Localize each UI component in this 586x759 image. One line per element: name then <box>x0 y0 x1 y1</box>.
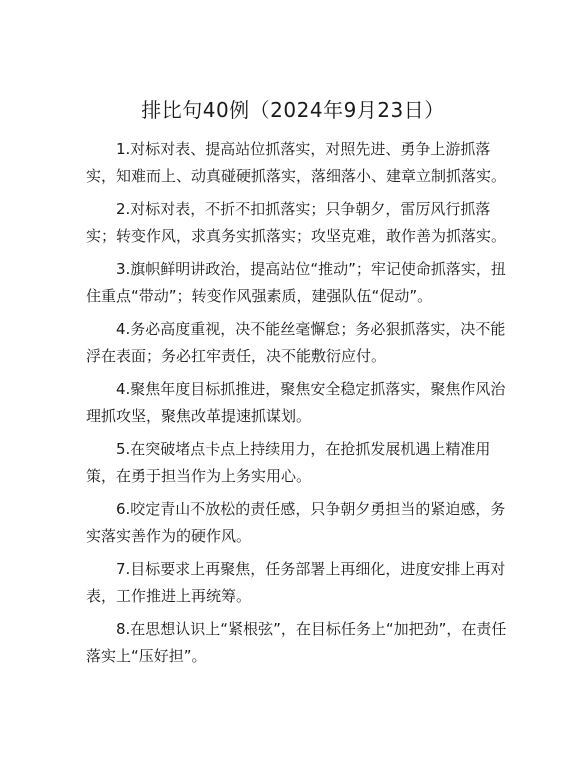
paragraph-item: 6.咬定青山不放松的责任感，只争朝夕勇担当的紧迫感，务实落实善作为的硬作风。 <box>86 500 506 545</box>
paragraph-list <box>86 136 516 676</box>
paragraph-item: 1.对标对表、提高站位抓落实，对照先进、勇争上游抓落实，知难而上、动真碰硬抓落实，落细落小、建章立制抓落实。 <box>86 140 507 185</box>
paragraph-item: 4.务必高度重视，决不能丝毫懈怠；务必狠抓落实，决不能浮在表面；务必扛牢责任，决不能敷衍应付。 <box>86 320 506 365</box>
paragraph-item: 5.在突破堵点卡点上持续用力，在抢抓发展机遇上精准用策，在勇于担当作为上务实用心。 <box>86 440 491 485</box>
paragraph-item: 3.旗帜鲜明讲政治，提高站位“推动”；牢记使命抓落实，扭住重点“带动”；转变作风强素质，建强队伍“促动”。 <box>86 260 506 305</box>
paragraph-item: 4.聚焦年度目标抓推进，聚焦安全稳定抓落实，聚焦作风治理抓攻坚，聚焦改革提速抓谋划。 <box>86 380 506 425</box>
paragraph-item: 2.对标对表，不折不扣抓落实；只争朝夕，雷厉风行抓落实；转变作风，求真务实抓落实；攻坚克难，敢作善为抓落实。 <box>86 200 507 245</box>
document-title: 排比句40例（2024年9月23日） <box>141 98 445 122</box>
paragraph-item: 8.在思想认识上“紧根弦”，在目标任务上“加把劲”，在责任落实上“压好担”。 <box>86 620 507 665</box>
paragraph-item: 7.目标要求上再聚焦，任务部署上再细化，进度安排上再对表，工作推进上再统筹。 <box>86 560 506 605</box>
